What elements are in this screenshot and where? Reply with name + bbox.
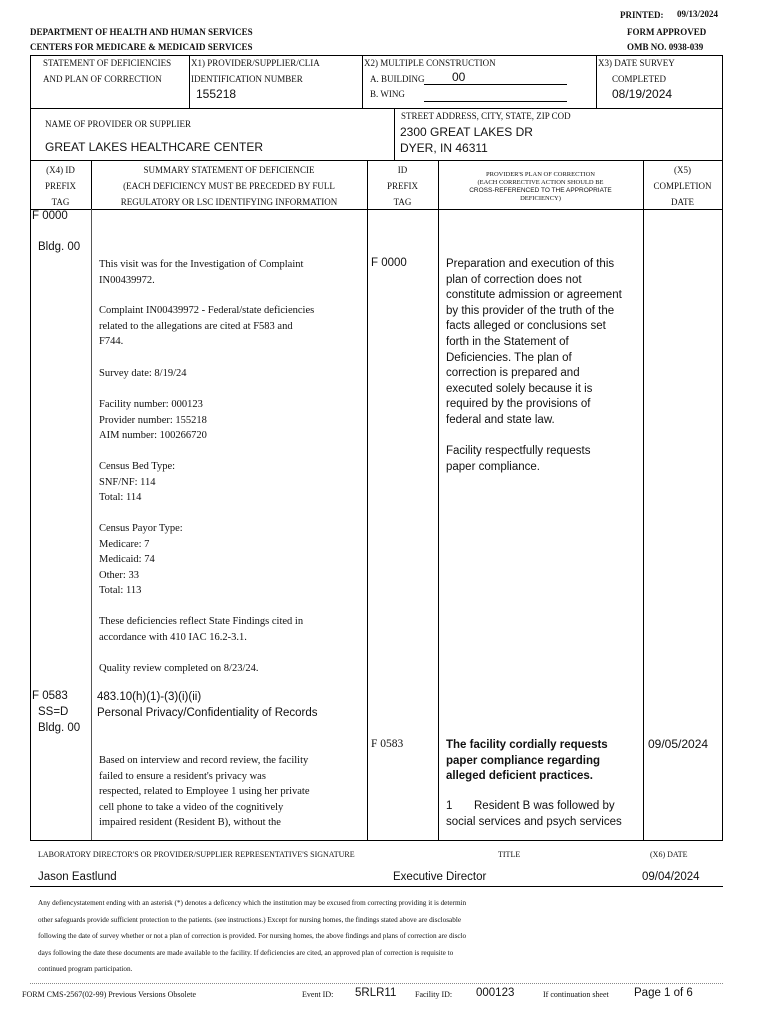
plan-header-3: CROSS-REFERENCED TO THE APPROPRIATE: [469, 187, 612, 194]
plan-header-4: DEFICIENCY): [520, 195, 561, 202]
facility-id-label: Facility ID:: [415, 990, 453, 999]
id-header-3: TAG: [393, 197, 412, 207]
survey-date-value: 08/19/2024: [612, 87, 673, 101]
provider-name-value: GREAT LAKES HEALTHCARE CENTER: [45, 140, 264, 154]
disclaimer-text: Any defiencystatement ending with an asterisk (*) denotes a deficency which the institution may be excused from correcting providing it is determin other safeguards provide sufficient protection to the patients. (see instructions.) Except for nursing homes, the findings stated above are disclosable following the date of survey whether or not a plan of correction is provided. For nursing homes, the above findings and plans of correction are disclo days following the date these documents are made available to the facility. If deficiencies are cited, an approved plan of correction is requisite to continued program participation.: [38, 899, 467, 973]
summary-header-1: SUMMARY STATEMENT OF DEFICIENCIE: [143, 165, 315, 175]
signatory-name: Jason Eastlund: [38, 871, 117, 883]
plan-2-number: 1: [446, 800, 453, 812]
intro-paragraph: This visit was for the Investigation of Complaint IN00439972.: [99, 259, 304, 286]
x5-header-1: (X5): [674, 165, 691, 175]
continuation-label: If continuation sheet: [543, 990, 609, 999]
form-approved: FORM APPROVED: [627, 27, 707, 37]
signatory-title: Executive Director: [393, 871, 487, 883]
statement-label-1: STATEMENT OF DEFICIENCIES: [43, 58, 172, 68]
centers-title: CENTERS FOR MEDICARE & MEDICAID SERVICES: [30, 42, 253, 52]
id-header-1: ID: [397, 165, 408, 175]
regulation-number: 483.10(h)(1)-(3)(i)(ii): [97, 691, 202, 703]
address-label: STREET ADDRESS, CITY, STATE, ZIP COD: [401, 111, 571, 121]
census-payor: Census Payor Type: Medicare: 7 Medicaid: 74 Other: 33 Total: 113: [99, 523, 183, 597]
printed-date: 09/13/2024: [677, 9, 719, 19]
completion-date-2: 09/05/2024: [648, 737, 709, 751]
x1-label-2: IDENTIFICATION NUMBER: [191, 74, 303, 84]
x2-label: X2) MULTIPLE CONSTRUCTION: [364, 58, 496, 68]
findings-paragraph: These deficiencies reflect State Findings cited in accordance with 410 IAC 16.2-3.1.: [99, 616, 304, 643]
page-number: Page 1 of 6: [634, 987, 693, 999]
x1-label-1: X1) PROVIDER/SUPPLIER/CLIA: [191, 58, 320, 68]
statement-label-2: AND PLAN OF CORRECTION: [43, 74, 162, 84]
x4-header-1: (X4) ID: [46, 165, 75, 175]
x4-header-2: PREFIX: [44, 181, 76, 191]
building-value: 00: [452, 70, 466, 84]
plan-of-correction-1b: Facility respectfully requests paper compliance.: [446, 445, 591, 473]
plan-header-1: PROVIDER'S PLAN OF CORRECTION: [486, 171, 595, 178]
bldg-label-1: Bldg. 00: [38, 241, 81, 253]
address-line-2: DYER, IN 46311: [400, 141, 488, 155]
x4-header-3: TAG: [51, 197, 70, 207]
x6-date-label: (X6) DATE: [650, 850, 688, 859]
plan-of-correction-2-bold: The facility cordially requests paper compliance regarding alleged deficient practices.: [446, 739, 608, 783]
plan-of-correction-1: Preparation and execution of this plan of correction does not constitute admission or agreement by this provider of the truth of the facts alleged or conclusions set forth in the Statement of Deficiencies. The plan of correction is prepared and executed solely because it is required by the provisions of federal and state law.: [446, 258, 622, 426]
title-label: TITLE: [498, 850, 521, 859]
facility-numbers: Facility number: 000123 Provider number: 155218 AIM number: 100266720: [99, 399, 207, 442]
provider-name-label: NAME OF PROVIDER OR SUPPLIER: [45, 119, 192, 129]
wing-label: B. WING: [370, 89, 405, 99]
building-label: A. BUILDING: [370, 74, 425, 84]
id-tag-f0000: F 0000: [371, 257, 407, 269]
plan-2-line-2: social services and psych services: [446, 816, 622, 828]
id-header-2: PREFIX: [386, 181, 418, 191]
form-number: FORM CMS-2567(02-99) Previous Versions Obsolete: [22, 990, 197, 999]
x3-label-2: COMPLETED: [612, 74, 666, 84]
plan-header-2: (EACH CORRECTIVE ACTION SHOULD BE: [477, 179, 604, 186]
census-bed: Census Bed Type: SNF/NF: 114 Total: 114: [99, 461, 176, 504]
plan-2-line-1: Resident B was followed by: [474, 800, 615, 812]
quality-review: Quality review completed on 8/23/24.: [99, 663, 259, 674]
facility-id-value: 000123: [476, 987, 515, 999]
regulation-title: Personal Privacy/Confidentiality of Records: [97, 707, 318, 719]
severity-scope: SS=D: [38, 706, 69, 718]
event-id-label: Event ID:: [302, 990, 334, 999]
printed-label: PRINTED:: [620, 10, 664, 20]
id-tag-f0583: F 0583: [371, 738, 404, 750]
signature-label: LABORATORY DIRECTOR'S OR PROVIDER/SUPPLIER REPRESENTATIVE'S SIGNATURE: [38, 850, 355, 859]
complaint-paragraph: Complaint IN00439972 - Federal/state deficiencies related to the allegations are cited at F583 and F744.: [99, 305, 315, 348]
department-title: DEPARTMENT OF HEALTH AND HUMAN SERVICES: [30, 27, 253, 37]
provider-id-value: 155218: [196, 87, 237, 101]
summary-header-3: REGULATORY OR LSC IDENTIFYING INFORMATION: [120, 197, 338, 207]
summary-header-2: (EACH DEFICIENCY MUST BE PRECEDED BY FULL: [123, 181, 335, 191]
finding-paragraph-2: Based on interview and record review, the facility failed to ensure a resident's privacy was respected, related to Employee 1 using her private cell phone to take a video of the cognitively impaired resident (Resident B), without the: [99, 755, 310, 829]
survey-date-line: Survey date: 8/19/24: [99, 368, 187, 379]
x5-header-2: COMPLETION: [653, 181, 712, 191]
omb-number: OMB NO. 0938-039: [627, 42, 704, 52]
x5-header-3: DATE: [671, 197, 694, 207]
address-line-1: 2300 GREAT LAKES DR: [400, 125, 533, 139]
tag-f0583: F 0583: [32, 690, 68, 702]
event-id-value: 5RLR11: [355, 987, 397, 999]
bldg-label-2: Bldg. 00: [38, 722, 81, 734]
x3-label-1: X3) DATE SURVEY: [598, 58, 675, 68]
signature-date: 09/04/2024: [642, 871, 700, 883]
tag-f0000: F 0000: [32, 210, 68, 222]
